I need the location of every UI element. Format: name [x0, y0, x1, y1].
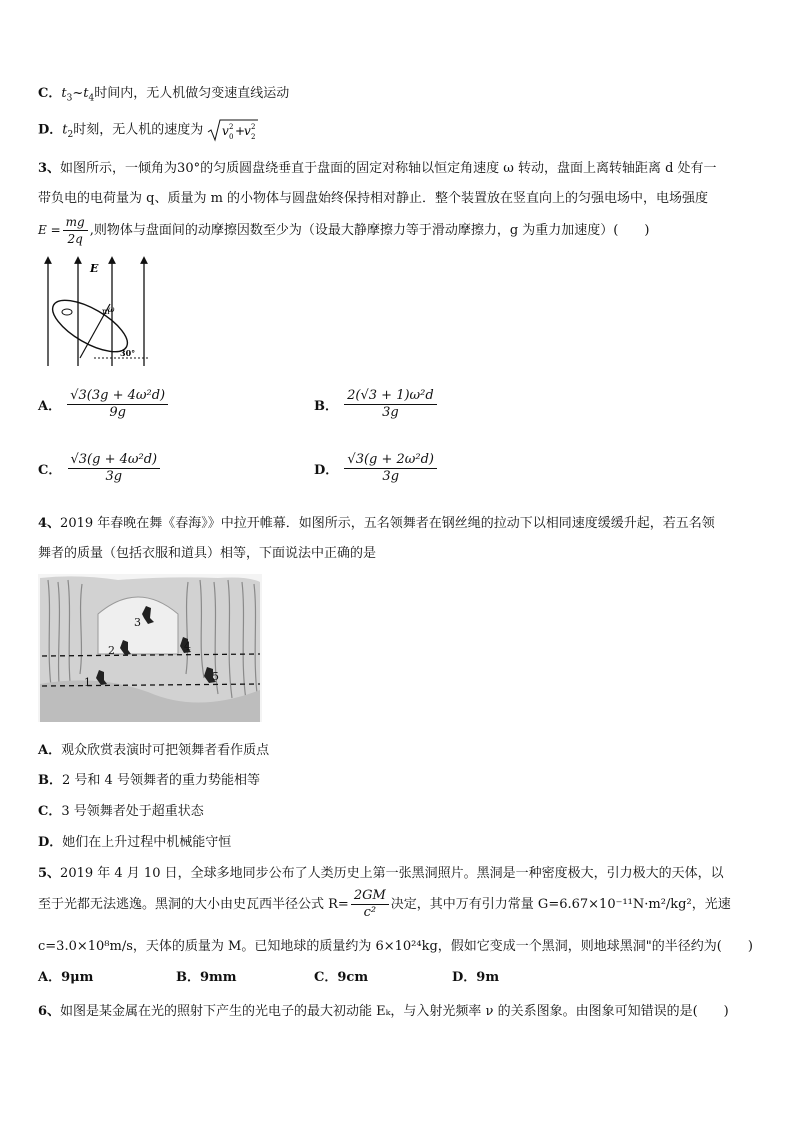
field-fraction: $\frac{mg}{2q}$ — [63, 214, 88, 247]
option-label: C． — [38, 86, 62, 101]
q4-line1: 4、2019 年春晚在舞《春海》》中拉开帷幕．如图所示，五名领舞者在钢丝绳的拉动下以相同速度缓缓升起，若五名领 — [38, 516, 715, 531]
q4-option-a[interactable]: A．观众欣赏表演时可把领舞者看作质点 — [38, 743, 270, 758]
sqrt-expression — [207, 118, 259, 142]
q5-option-c[interactable]: C．9cm — [314, 970, 369, 985]
q2-option-c: C．$t_3\sim t_4$时间内，无人机做匀变速直线运动 — [38, 86, 290, 104]
svg-text:2: 2 — [251, 133, 256, 141]
q5-option-a[interactable]: A．9μm — [38, 970, 94, 985]
q3-line2: 带负电的电荷量为 q、质量为 m 的小物体与圆盘始终保持相对静止．整个装置放在竖直向上的匀强电场中，电场强度 — [38, 191, 709, 206]
q5-option-b[interactable]: B．9mm — [176, 970, 237, 985]
option-c-fraction: $\frac{\text{√3(g + 4ω²d)}}{3g}$ — [68, 452, 161, 485]
q4-dancers-photo — [38, 574, 262, 722]
dancer-label-2: 2 — [108, 644, 115, 657]
svg-text:0: 0 — [229, 133, 234, 141]
q3-line3: E = $\frac{mg}{2q}$ ,则物体与盘面间的动摩擦因数至少为（设最大静摩擦力等于滑动摩擦力，g 为重力加速度）( ) — [38, 215, 650, 246]
option-label: D． — [38, 122, 63, 138]
q4-option-b[interactable]: B．2 号和 4 号领舞者的重力势能相等 — [38, 773, 260, 788]
dancer-label-1: 1 — [84, 676, 91, 689]
q5-line1: 5、2019 年 4 月 10 日，全球多地同步公布了人类历史上第一张黑洞照片。黑洞是一种密度极大，引力极大的天体，以 — [38, 866, 724, 881]
option-a-fraction: $\frac{\text{√3(3g + 4ω²d)}}{9g}$ — [67, 388, 168, 421]
dancer-label-3: 3 — [134, 616, 141, 629]
schwarzschild-fraction: $\frac{2GM}{\text{c²}}$ — [351, 888, 389, 921]
option-b-fraction: $\frac{\text{2(√3 + 1)ω²d}}{3g}$ — [344, 388, 437, 421]
question-number: 6、 — [38, 1004, 61, 1019]
q3-disk-figure — [38, 254, 156, 370]
q4-option-c[interactable]: C．3 号领舞者处于超重状态 — [38, 804, 204, 819]
svg-text:E: E — [90, 262, 99, 275]
svg-text:v: v — [222, 124, 230, 138]
svg-text:ω: ω — [108, 305, 115, 314]
q2-option-d: D．$t_2$时刻，无人机的速度为 v 0 2 + v 2 2 — [38, 118, 259, 142]
q5-option-d[interactable]: D．9m — [452, 970, 500, 985]
q3-option-b[interactable]: B． $\frac{\text{2(√3 + 1)ω²d}}{3g}$ — [314, 388, 439, 421]
svg-text:v: v — [244, 124, 252, 138]
q6-line1: 6、如图是某金属在光的照射下产生的光电子的最大初动能 Eₖ，与入射光频率 ν 的关系图象。由图象可知错误的是( ) — [38, 1004, 729, 1019]
q4-line2: 舞者的质量（包括衣服和道具）相等，下面说法中正确的是 — [38, 546, 377, 561]
dancer-label-4: 4 — [184, 640, 191, 653]
q4-option-d[interactable]: D．她们在上升过程中机械能守恒 — [38, 835, 232, 850]
q3-line1: 3、如图所示，一倾角为30°的匀质圆盘绕垂直于盘面的固定对称轴以恒定角速度 ω 转动，盘面上离转轴距离 d 处有一 — [38, 161, 717, 176]
q3-option-a[interactable]: A． $\frac{\text{√3(3g + 4ω²d)}}{9g}$ — [38, 388, 170, 421]
dancer-label-5: 5 — [212, 670, 219, 683]
svg-text:m: m — [102, 307, 110, 316]
svg-text:+: + — [235, 124, 246, 138]
question-number: 4、 — [38, 516, 61, 531]
svg-text:30°: 30° — [120, 348, 136, 358]
question-number: 3、 — [38, 161, 61, 176]
q5-line3: c=3.0×10⁸m/s，天体的质量为 M。已知地球的质量约为 6×10²⁴kg，假如它变成一个黑洞，则地球黑洞"的半径约为( ) — [38, 939, 753, 954]
sqrt-sign-icon — [207, 118, 259, 142]
svg-text:2: 2 — [251, 123, 256, 131]
svg-text:2: 2 — [229, 123, 234, 131]
option-d-fraction: $\frac{\text{√3(g + 2ω²d)}}{3g}$ — [344, 452, 437, 485]
q5-line2: 至于光都无法逃逸。黑洞的大小由史瓦西半径公式 R= $\frac{2GM}{\text{c²}}$ 决定，其中万有引力常量 G=6.67×10⁻¹¹N·m²/kg²，光速 — [38, 888, 731, 920]
q3-option-d[interactable]: D． $\frac{\text{√3(g + 2ω²d)}}{3g}$ — [314, 452, 439, 485]
question-number: 5、 — [38, 866, 61, 881]
q3-option-c[interactable]: C． $\frac{\text{√3(g + 4ω²d)}}{3g}$ — [38, 452, 162, 485]
